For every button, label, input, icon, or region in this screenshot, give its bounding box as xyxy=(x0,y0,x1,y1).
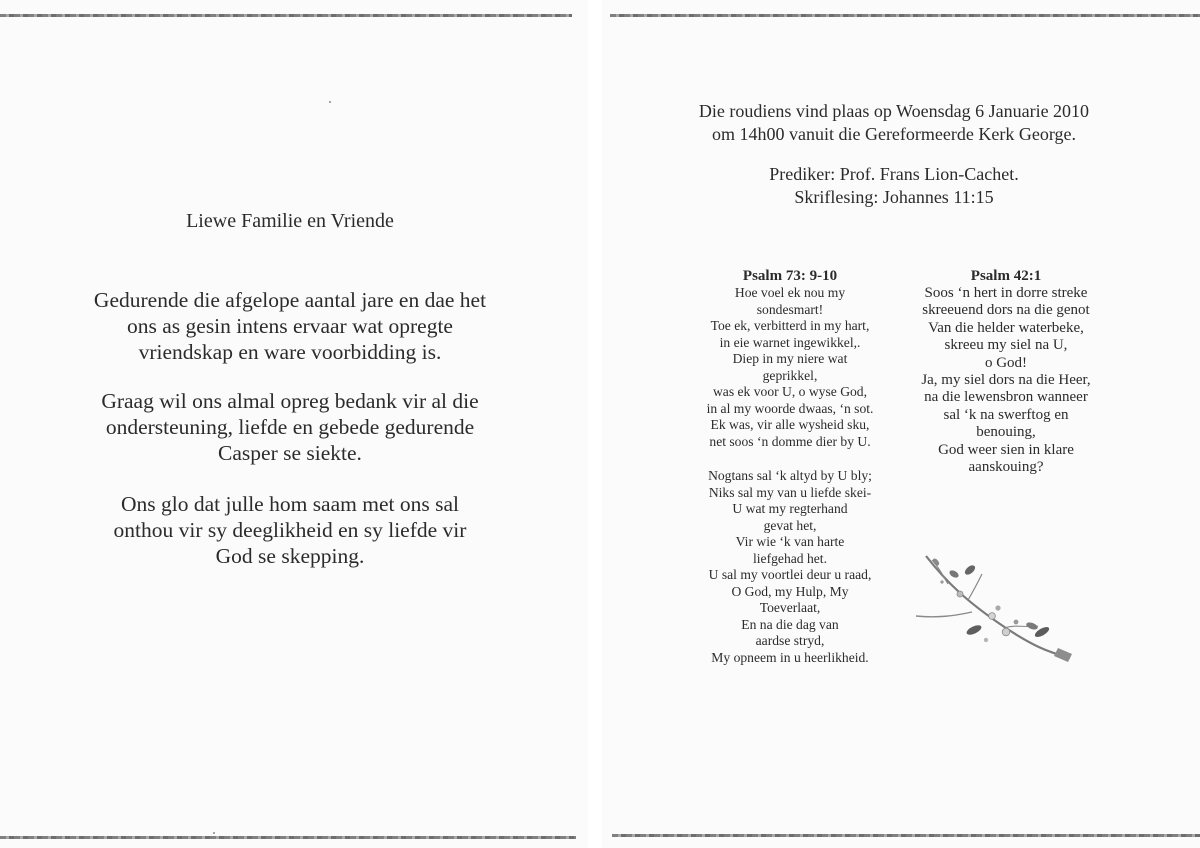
psalm-line: Diep in my niere wat xyxy=(732,351,848,366)
psalm-stanza-2 xyxy=(690,468,890,666)
paragraph-line: vriendskap en ware voorbidding is. xyxy=(138,340,442,364)
psalm-line: aanskouing? xyxy=(968,459,1044,476)
psalm-line: Ja, my siel dors na die Heer, xyxy=(921,372,1091,389)
psalm-line: My opneem in u heerlikheid. xyxy=(711,649,869,665)
stanza-gap xyxy=(690,450,890,468)
thanks-paragraph-2 xyxy=(60,388,520,466)
preacher-details xyxy=(676,163,1112,209)
psalm-line: Hoe voel ek nou my xyxy=(734,285,846,300)
psalm-line: Toe ek, verbitterd in my hart, xyxy=(710,318,870,333)
flowering-branch-icon xyxy=(908,544,1076,666)
paragraph-line: God se skepping. xyxy=(215,544,365,568)
psalm-line: Niks sal my van u liefde skei- xyxy=(708,484,872,500)
top-rule-left xyxy=(0,14,572,17)
psalm-line: aardse stryd, xyxy=(755,633,825,648)
preacher-line: Prediker: Prof. Frans Lion-Cachet. xyxy=(769,164,1019,184)
psalm-line: in al my woorde dwaas, ‘n sot. xyxy=(706,400,874,416)
service-details xyxy=(676,100,1112,146)
psalm-line: Soos ‘n hert in dorre streke xyxy=(924,285,1088,301)
psalm-line: skreeu my siel na U, xyxy=(944,337,1068,354)
paragraph-line: Ons glo dat julle hom saam met ons sal xyxy=(121,492,459,516)
psalm-line: o God! xyxy=(984,354,1028,371)
paragraph-line: Casper se siekte. xyxy=(218,441,362,465)
psalm-line: geprikkel, xyxy=(762,367,818,383)
psalm-73 xyxy=(690,267,890,666)
psalm-title: Psalm 73: 9-10 xyxy=(742,268,838,284)
psalm-line: Nogtans sal ‘k altyd by U bly; xyxy=(708,468,872,483)
psalm-42 xyxy=(906,267,1106,476)
psalm-line: in eie warnet ingewikkel,. xyxy=(719,334,861,350)
service-line: om 14h00 vanuit die Gereformeerde Kerk George. xyxy=(711,124,1077,144)
scan-speck xyxy=(329,101,331,103)
paragraph-line: Gedurende die afgelope aantal jare en dae het xyxy=(93,288,487,312)
thanks-paragraph-1 xyxy=(60,287,520,365)
psalm-line: Vir wie ‘k van harte xyxy=(735,534,845,549)
psalm-line: Van die helder waterbeke, xyxy=(928,319,1084,336)
psalm-line: na die lewensbron wanneer xyxy=(924,389,1088,406)
paragraph-line: ons as gesin intens ervaar wat opregte xyxy=(127,314,453,338)
paragraph-line: onthou vir sy deeglikheid en sy liefde vir xyxy=(113,518,467,542)
psalm-line: U sal my voortlei deur u raad, xyxy=(708,567,872,582)
top-rule-right xyxy=(610,14,1200,17)
thanks-paragraph-3 xyxy=(60,491,520,569)
psalm-line: Toeverlaat, xyxy=(759,600,821,615)
psalm-line: benouing, xyxy=(976,424,1036,441)
psalm-line: skreeuend dors na die genot xyxy=(922,302,1090,319)
bottom-rule-right xyxy=(612,834,1200,837)
bottom-rule-left xyxy=(0,836,576,839)
psalm-line: net soos ‘n domme dier by U. xyxy=(709,433,871,449)
paragraph-line: ondersteuning, liefde en gebede gedurende xyxy=(105,415,475,439)
salutation: Liewe Familie en Vriende xyxy=(186,210,394,232)
scripture-line: Skriflesing: Johannes 11:15 xyxy=(794,187,994,207)
paragraph-line: Graag wil ons almal opreg bedank vir al die xyxy=(101,389,479,413)
psalm-line: U wat my regterhand xyxy=(732,501,848,516)
psalm-line: Ek was, vir alle wysheid sku, xyxy=(710,417,870,432)
psalm-line: O God, my Hulp, My xyxy=(731,583,849,599)
psalm-line: En na die dag van xyxy=(741,616,839,632)
psalm-line: sal ‘k na swerftog en xyxy=(943,406,1069,423)
scan-speck xyxy=(213,832,215,834)
psalm-line: God weer sien in klare xyxy=(938,441,1074,458)
psalm-stanza-1 xyxy=(690,285,890,450)
psalm-line: was ek voor U, o wyse God, xyxy=(712,384,868,399)
psalm-line: sondesmart! xyxy=(756,301,824,317)
psalm-line: gevat het, xyxy=(763,517,817,533)
psalm-line: liefgehad het. xyxy=(753,550,827,566)
psalm-title: Psalm 42:1 xyxy=(970,268,1042,284)
service-line: Die roudiens vind plaas op Woensdag 6 Januarie 2010 xyxy=(698,101,1090,121)
